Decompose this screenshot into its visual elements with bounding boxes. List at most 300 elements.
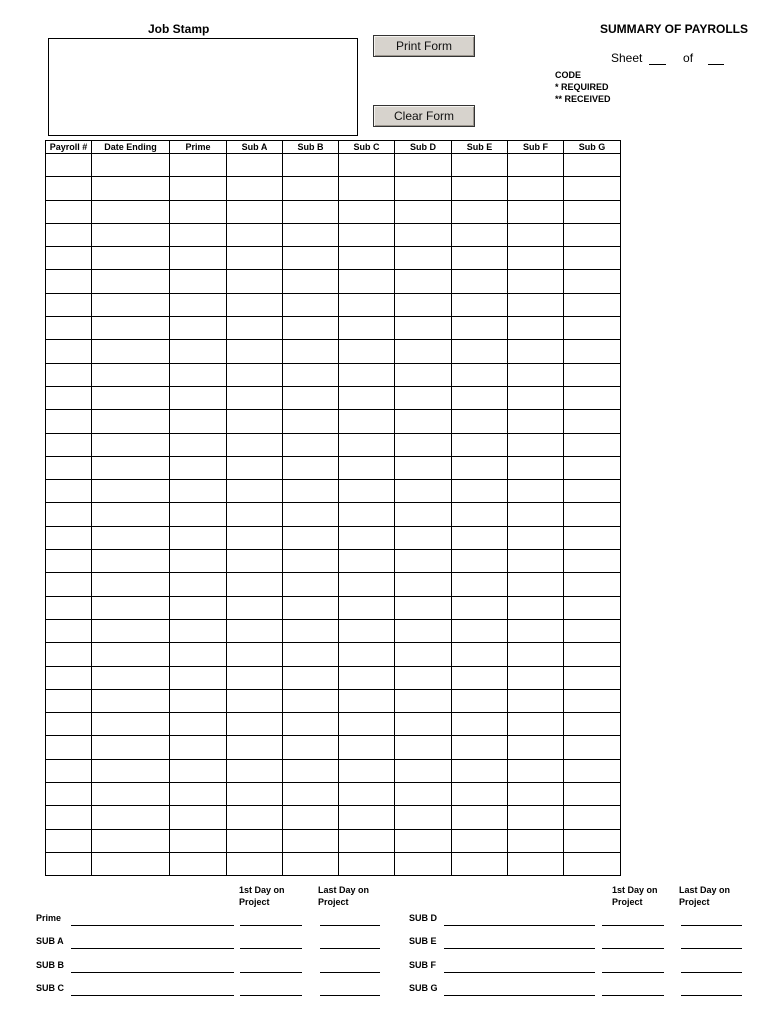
table-cell[interactable] [170, 643, 227, 666]
table-cell[interactable] [227, 736, 283, 759]
table-cell[interactable] [508, 829, 564, 852]
table-cell[interactable] [46, 526, 92, 549]
table-cell[interactable] [46, 433, 92, 456]
print-form-button[interactable]: Print Form [373, 35, 475, 57]
table-cell[interactable] [170, 177, 227, 200]
table-cell[interactable] [46, 247, 92, 270]
table-cell[interactable] [283, 829, 339, 852]
table-cell[interactable] [564, 596, 621, 619]
table-cell[interactable] [227, 550, 283, 573]
table-cell[interactable] [92, 293, 170, 316]
table-cell[interactable] [452, 177, 508, 200]
table-cell[interactable] [92, 713, 170, 736]
table-cell[interactable] [508, 154, 564, 177]
table-cell[interactable] [170, 550, 227, 573]
right-first-day-field[interactable] [602, 972, 664, 973]
right-first-day-field[interactable] [602, 925, 664, 926]
table-cell[interactable] [564, 759, 621, 782]
right-first-day-field[interactable] [602, 948, 664, 949]
left-name-field[interactable] [71, 925, 234, 926]
table-cell[interactable] [564, 550, 621, 573]
table-cell[interactable] [170, 526, 227, 549]
table-cell[interactable] [452, 689, 508, 712]
table-cell[interactable] [92, 852, 170, 875]
sheet-number-field[interactable] [649, 52, 666, 65]
table-cell[interactable] [92, 200, 170, 223]
table-cell[interactable] [46, 783, 92, 806]
table-cell[interactable] [46, 363, 92, 386]
table-cell[interactable] [227, 619, 283, 642]
table-cell[interactable] [564, 713, 621, 736]
table-cell[interactable] [564, 503, 621, 526]
table-cell[interactable] [170, 689, 227, 712]
table-cell[interactable] [283, 317, 339, 340]
table-cell[interactable] [46, 643, 92, 666]
right-last-day-field[interactable] [681, 925, 742, 926]
table-cell[interactable] [395, 619, 452, 642]
table-cell[interactable] [395, 177, 452, 200]
table-cell[interactable] [339, 503, 395, 526]
table-cell[interactable] [92, 759, 170, 782]
table-cell[interactable] [283, 340, 339, 363]
table-cell[interactable] [452, 363, 508, 386]
table-cell[interactable] [283, 643, 339, 666]
table-cell[interactable] [508, 363, 564, 386]
table-cell[interactable] [564, 736, 621, 759]
table-cell[interactable] [170, 480, 227, 503]
table-cell[interactable] [92, 643, 170, 666]
table-cell[interactable] [92, 573, 170, 596]
table-cell[interactable] [170, 223, 227, 246]
right-name-field[interactable] [444, 948, 595, 949]
table-cell[interactable] [170, 247, 227, 270]
table-cell[interactable] [339, 317, 395, 340]
table-cell[interactable] [46, 573, 92, 596]
right-name-field[interactable] [444, 972, 595, 973]
table-cell[interactable] [452, 643, 508, 666]
table-cell[interactable] [46, 177, 92, 200]
table-cell[interactable] [508, 852, 564, 875]
table-cell[interactable] [92, 433, 170, 456]
table-cell[interactable] [46, 270, 92, 293]
table-cell[interactable] [283, 154, 339, 177]
table-cell[interactable] [452, 713, 508, 736]
table-cell[interactable] [283, 503, 339, 526]
table-cell[interactable] [170, 829, 227, 852]
table-cell[interactable] [339, 480, 395, 503]
table-cell[interactable] [92, 456, 170, 479]
table-cell[interactable] [227, 829, 283, 852]
right-last-day-field[interactable] [681, 995, 742, 996]
table-cell[interactable] [46, 852, 92, 875]
table-cell[interactable] [452, 852, 508, 875]
table-cell[interactable] [227, 852, 283, 875]
table-cell[interactable] [227, 340, 283, 363]
table-cell[interactable] [452, 759, 508, 782]
table-cell[interactable] [227, 596, 283, 619]
table-cell[interactable] [227, 689, 283, 712]
table-cell[interactable] [283, 550, 339, 573]
table-cell[interactable] [46, 154, 92, 177]
table-cell[interactable] [452, 596, 508, 619]
table-cell[interactable] [452, 433, 508, 456]
table-cell[interactable] [339, 200, 395, 223]
table-cell[interactable] [170, 293, 227, 316]
table-cell[interactable] [283, 759, 339, 782]
table-cell[interactable] [46, 293, 92, 316]
table-cell[interactable] [564, 293, 621, 316]
table-cell[interactable] [339, 177, 395, 200]
table-cell[interactable] [508, 433, 564, 456]
table-cell[interactable] [46, 386, 92, 409]
table-cell[interactable] [46, 596, 92, 619]
table-cell[interactable] [46, 456, 92, 479]
table-cell[interactable] [564, 317, 621, 340]
table-cell[interactable] [452, 200, 508, 223]
table-cell[interactable] [395, 433, 452, 456]
table-cell[interactable] [395, 480, 452, 503]
table-cell[interactable] [170, 666, 227, 689]
table-cell[interactable] [564, 433, 621, 456]
table-cell[interactable] [227, 317, 283, 340]
table-cell[interactable] [564, 666, 621, 689]
table-cell[interactable] [92, 270, 170, 293]
table-cell[interactable] [339, 270, 395, 293]
right-last-day-field[interactable] [681, 972, 742, 973]
table-cell[interactable] [92, 526, 170, 549]
table-cell[interactable] [339, 550, 395, 573]
table-cell[interactable] [452, 386, 508, 409]
table-cell[interactable] [564, 456, 621, 479]
table-cell[interactable] [452, 317, 508, 340]
table-cell[interactable] [508, 550, 564, 573]
table-cell[interactable] [283, 480, 339, 503]
table-cell[interactable] [170, 806, 227, 829]
table-cell[interactable] [508, 456, 564, 479]
table-cell[interactable] [170, 154, 227, 177]
table-cell[interactable] [508, 410, 564, 433]
table-cell[interactable] [508, 177, 564, 200]
table-cell[interactable] [452, 736, 508, 759]
table-cell[interactable] [283, 270, 339, 293]
table-cell[interactable] [170, 619, 227, 642]
table-cell[interactable] [564, 806, 621, 829]
right-first-day-field[interactable] [602, 995, 664, 996]
table-cell[interactable] [395, 783, 452, 806]
table-cell[interactable] [283, 223, 339, 246]
table-cell[interactable] [92, 386, 170, 409]
table-cell[interactable] [283, 666, 339, 689]
table-cell[interactable] [227, 433, 283, 456]
table-cell[interactable] [170, 340, 227, 363]
table-cell[interactable] [227, 247, 283, 270]
left-last-day-field[interactable] [320, 995, 380, 996]
table-cell[interactable] [452, 270, 508, 293]
table-cell[interactable] [564, 619, 621, 642]
table-cell[interactable] [395, 386, 452, 409]
sheet-total-field[interactable] [708, 52, 724, 65]
table-cell[interactable] [227, 223, 283, 246]
table-cell[interactable] [508, 293, 564, 316]
table-cell[interactable] [46, 689, 92, 712]
table-cell[interactable] [339, 526, 395, 549]
table-cell[interactable] [564, 852, 621, 875]
table-cell[interactable] [283, 619, 339, 642]
table-cell[interactable] [395, 573, 452, 596]
table-cell[interactable] [564, 643, 621, 666]
table-cell[interactable] [46, 666, 92, 689]
table-cell[interactable] [170, 363, 227, 386]
clear-form-button[interactable]: Clear Form [373, 105, 475, 127]
table-cell[interactable] [508, 736, 564, 759]
table-cell[interactable] [227, 806, 283, 829]
table-cell[interactable] [508, 317, 564, 340]
table-cell[interactable] [508, 247, 564, 270]
table-cell[interactable] [92, 783, 170, 806]
table-cell[interactable] [227, 643, 283, 666]
table-cell[interactable] [339, 829, 395, 852]
table-cell[interactable] [452, 247, 508, 270]
table-cell[interactable] [339, 247, 395, 270]
table-cell[interactable] [508, 480, 564, 503]
table-cell[interactable] [46, 806, 92, 829]
left-last-day-field[interactable] [320, 948, 380, 949]
table-cell[interactable] [564, 526, 621, 549]
table-cell[interactable] [508, 596, 564, 619]
table-cell[interactable] [227, 200, 283, 223]
table-cell[interactable] [283, 410, 339, 433]
table-cell[interactable] [339, 596, 395, 619]
table-cell[interactable] [395, 736, 452, 759]
table-cell[interactable] [283, 433, 339, 456]
table-cell[interactable] [283, 456, 339, 479]
table-cell[interactable] [170, 410, 227, 433]
table-cell[interactable] [92, 223, 170, 246]
table-cell[interactable] [170, 736, 227, 759]
table-cell[interactable] [339, 340, 395, 363]
table-cell[interactable] [170, 573, 227, 596]
table-cell[interactable] [339, 154, 395, 177]
table-cell[interactable] [46, 480, 92, 503]
left-last-day-field[interactable] [320, 925, 380, 926]
table-cell[interactable] [46, 223, 92, 246]
table-cell[interactable] [46, 550, 92, 573]
table-cell[interactable] [564, 689, 621, 712]
table-cell[interactable] [227, 410, 283, 433]
table-cell[interactable] [283, 293, 339, 316]
table-cell[interactable] [227, 573, 283, 596]
table-cell[interactable] [92, 619, 170, 642]
table-cell[interactable] [395, 713, 452, 736]
left-first-day-field[interactable] [240, 972, 302, 973]
table-cell[interactable] [564, 829, 621, 852]
table-cell[interactable] [339, 433, 395, 456]
table-cell[interactable] [339, 759, 395, 782]
table-cell[interactable] [92, 480, 170, 503]
table-cell[interactable] [395, 340, 452, 363]
table-cell[interactable] [46, 317, 92, 340]
table-cell[interactable] [508, 689, 564, 712]
table-cell[interactable] [227, 666, 283, 689]
table-cell[interactable] [92, 806, 170, 829]
table-cell[interactable] [508, 526, 564, 549]
table-cell[interactable] [395, 852, 452, 875]
table-cell[interactable] [227, 177, 283, 200]
table-cell[interactable] [564, 480, 621, 503]
table-cell[interactable] [92, 503, 170, 526]
table-cell[interactable] [395, 456, 452, 479]
table-cell[interactable] [339, 783, 395, 806]
table-cell[interactable] [564, 386, 621, 409]
left-first-day-field[interactable] [240, 925, 302, 926]
table-cell[interactable] [339, 410, 395, 433]
table-cell[interactable] [227, 526, 283, 549]
table-cell[interactable] [227, 154, 283, 177]
table-cell[interactable] [508, 619, 564, 642]
table-cell[interactable] [564, 247, 621, 270]
table-cell[interactable] [227, 503, 283, 526]
table-cell[interactable] [452, 154, 508, 177]
table-cell[interactable] [452, 829, 508, 852]
table-cell[interactable] [339, 643, 395, 666]
table-cell[interactable] [46, 713, 92, 736]
table-cell[interactable] [564, 340, 621, 363]
table-cell[interactable] [283, 596, 339, 619]
table-cell[interactable] [46, 503, 92, 526]
table-cell[interactable] [508, 783, 564, 806]
table-cell[interactable] [452, 806, 508, 829]
table-cell[interactable] [508, 270, 564, 293]
table-cell[interactable] [395, 317, 452, 340]
job-stamp-box[interactable] [48, 38, 358, 136]
table-cell[interactable] [508, 643, 564, 666]
table-cell[interactable] [283, 363, 339, 386]
table-cell[interactable] [227, 293, 283, 316]
table-cell[interactable] [452, 550, 508, 573]
table-cell[interactable] [92, 666, 170, 689]
table-cell[interactable] [227, 783, 283, 806]
table-cell[interactable] [452, 573, 508, 596]
table-cell[interactable] [227, 386, 283, 409]
table-cell[interactable] [170, 596, 227, 619]
table-cell[interactable] [92, 550, 170, 573]
table-cell[interactable] [339, 456, 395, 479]
table-cell[interactable] [92, 596, 170, 619]
left-name-field[interactable] [71, 995, 234, 996]
left-name-field[interactable] [71, 948, 234, 949]
table-cell[interactable] [395, 503, 452, 526]
table-cell[interactable] [452, 503, 508, 526]
table-cell[interactable] [339, 736, 395, 759]
left-first-day-field[interactable] [240, 995, 302, 996]
table-cell[interactable] [339, 713, 395, 736]
table-cell[interactable] [395, 223, 452, 246]
table-cell[interactable] [283, 783, 339, 806]
table-cell[interactable] [227, 456, 283, 479]
table-cell[interactable] [395, 154, 452, 177]
table-cell[interactable] [283, 852, 339, 875]
left-first-day-field[interactable] [240, 948, 302, 949]
table-cell[interactable] [92, 689, 170, 712]
table-cell[interactable] [508, 503, 564, 526]
table-cell[interactable] [92, 363, 170, 386]
table-cell[interactable] [283, 736, 339, 759]
table-cell[interactable] [452, 456, 508, 479]
table-cell[interactable] [395, 643, 452, 666]
table-cell[interactable] [283, 200, 339, 223]
table-cell[interactable] [283, 177, 339, 200]
table-cell[interactable] [395, 689, 452, 712]
table-cell[interactable] [339, 619, 395, 642]
table-cell[interactable] [227, 759, 283, 782]
table-cell[interactable] [508, 386, 564, 409]
table-cell[interactable] [395, 806, 452, 829]
table-cell[interactable] [564, 410, 621, 433]
left-name-field[interactable] [71, 972, 234, 973]
table-cell[interactable] [170, 433, 227, 456]
table-cell[interactable] [46, 200, 92, 223]
table-cell[interactable] [283, 526, 339, 549]
table-cell[interactable] [452, 293, 508, 316]
table-cell[interactable] [452, 340, 508, 363]
table-cell[interactable] [170, 503, 227, 526]
table-cell[interactable] [564, 573, 621, 596]
table-cell[interactable] [170, 456, 227, 479]
table-cell[interactable] [92, 247, 170, 270]
table-cell[interactable] [283, 689, 339, 712]
left-last-day-field[interactable] [320, 972, 380, 973]
table-cell[interactable] [395, 829, 452, 852]
table-cell[interactable] [452, 619, 508, 642]
table-cell[interactable] [395, 550, 452, 573]
table-cell[interactable] [395, 270, 452, 293]
table-cell[interactable] [170, 317, 227, 340]
table-cell[interactable] [92, 340, 170, 363]
table-cell[interactable] [92, 829, 170, 852]
table-cell[interactable] [92, 154, 170, 177]
table-cell[interactable] [508, 573, 564, 596]
table-cell[interactable] [339, 363, 395, 386]
table-cell[interactable] [508, 340, 564, 363]
table-cell[interactable] [227, 713, 283, 736]
table-cell[interactable] [283, 247, 339, 270]
table-cell[interactable] [452, 666, 508, 689]
table-cell[interactable] [395, 200, 452, 223]
table-cell[interactable] [395, 363, 452, 386]
table-cell[interactable] [564, 154, 621, 177]
table-cell[interactable] [92, 410, 170, 433]
table-cell[interactable] [339, 223, 395, 246]
table-cell[interactable] [227, 270, 283, 293]
table-cell[interactable] [395, 596, 452, 619]
table-cell[interactable] [46, 829, 92, 852]
table-cell[interactable] [508, 666, 564, 689]
table-cell[interactable] [452, 480, 508, 503]
table-cell[interactable] [564, 223, 621, 246]
table-cell[interactable] [395, 410, 452, 433]
table-cell[interactable] [339, 852, 395, 875]
table-cell[interactable] [283, 573, 339, 596]
table-cell[interactable] [46, 736, 92, 759]
table-cell[interactable] [283, 806, 339, 829]
table-cell[interactable] [508, 200, 564, 223]
right-name-field[interactable] [444, 995, 595, 996]
table-cell[interactable] [46, 340, 92, 363]
table-cell[interactable] [92, 736, 170, 759]
table-cell[interactable] [283, 713, 339, 736]
table-cell[interactable] [339, 573, 395, 596]
table-cell[interactable] [227, 363, 283, 386]
